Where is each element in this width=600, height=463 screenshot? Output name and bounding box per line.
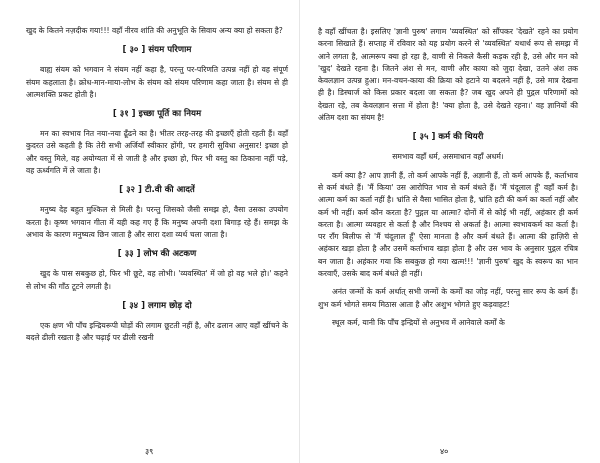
section-30-paragraph: बाह्य संयम को भगवान ने संयम नहीं कहा है, परन्तु पर-परिणति उत्पन्न नहीं हो वह संपूर्ण संयम कहलाता है। क्रोध-मान-माया-लोभ के संयम को संयम परिणाम कहा जाता है। संयम से ही आत्मशक्ति प्रकट होती है। — [26, 65, 288, 99]
section-heading-34: [ ३४ ] लगाम छोड़ दो — [122, 300, 192, 311]
section-35-paragraph-1: कर्म क्या है? आप ज्ञानी हैं, तो कर्म आपके नहीं हैं, अज्ञानी हैं, तो कर्म आपके हैं, कर्ताभाव से कर्म बंधते हैं। 'मैं किया' उस आरोपित भाव से कर्म बंधते हैं। 'मैं चंदूलाल हूँ' वहाँ कर्म है। आत्मा कर्म का कर्ता नहीं है। भ्रांति से वैसा भासित होता है, भ्रांति हटी की कर्म का कर्ता नहीं और कर्म भी नहीं। कर्म कौन करता है? पुद्गल या आत्मा? दोनों में से कोई भी नहीं, अहंकार ही कर्म करता है। आत्मा व्यवहार से कर्ता है और निश्चय से अकर्ता है। आत्मा स्वभावकर्म का कर्ता है। पर रॉंग बिलीफ से 'मैं चंदूलाल हूँ' ऐसा मानता है और कर्म बंधते हैं। आत्मा की हाज़िरी से अहंकार खड़ा होता है और उसमें कर्ताभाव खड़ा होता है और उस भाव के अनुसार पुद्गल रचित्र बन जाता है। अहंकार गया कि सबकुछ हो गया खत्म!!! 'ज्ञानी पुरुष' खुद के स्वरूप का भान करवाएँ, उसके बाद कर्म बंधते ही नहीं। — [318, 170, 578, 279]
section-heading-30: [ ३० ] संयम परिणाम — [122, 45, 192, 56]
right-page — [300, 0, 600, 463]
page-number-left: ३९ — [145, 447, 154, 456]
section-35-paragraph-2: अनंत जन्मों के कर्म अर्थात् सभी जन्मों के कर्मों का जोड़ नहीं, परन्तु सार रूप के कर्म हैं। शुभ कर्म भोगते समय मिठास आता है और अशुभ भोगते हुए कड़वाहट! — [318, 287, 578, 309]
section-heading-32: [ ३२ ] टी.वी की आदतें — [119, 185, 195, 196]
section-heading-33: [ ३३ ] लोभ की अटकण — [117, 249, 197, 260]
section-31-paragraph: मन का स्वभाव नित नया-नया ढूँढने का है। भीतर तरह-तरह की इच्छाएँ होती रहती हैं। वहाँ कुदरत उसे कहती है कि तेरी सभी अर्जियाँ स्वीकार होंगी, पर हमारी सुविधा अनुसार! इच्छा हो और वस्तु मिले, वह अयोग्यता में से जाती है और इच्छा हो, फिर भी वस्तु का ठिकाना नहीं पड़े, वह ऊर्ध्वगति में ले जाता है। — [26, 129, 288, 176]
section-32-paragraph: मनुष्य देह बहुत मुश्किल से मिली है। परन्तु जिसको जैसी समझ हो, वैसा उसका उपयोग करता है। कृष्ण भगवान गीता में यही कह गए हैं कि मनुष्य अपनी दशा बिगाड़ रहे हैं। समझ के अभाव के कारण मनुष्यत्व छिन जाता है और सारा दशा व्यर्थ चला जाता है। — [26, 205, 288, 239]
page-number-right: ४० — [440, 447, 449, 456]
section-33-paragraph: खुद के पास सबकुछ हो, फिर भी छूटे, वह लोभी। 'व्यवस्थित' में जो हो वह भले हो।' कहने से लोभ की गाँठ टूटने लगती है। — [26, 269, 288, 291]
section-34-paragraph: एक क्षण भी पाँच इन्द्रियरूपी घोड़ों की लगाम छूटती नहीं है, और ढलान आए वहाँ खींचने के बदले ढीली रखता है और चढ़ाई पर ढीली रखनी — [26, 320, 288, 343]
section-heading-31: [ ३१ ] इच्छा पूर्ति का नियम — [112, 109, 202, 120]
intro-paragraph: खुद के कितने नज़दीक गया!!! वहाँ नीरव शांति की अनुभूति के सिवाय अन्य क्या हो सकता है? — [26, 26, 283, 35]
section-35-paragraph-3: स्थूल कर्म, यानी कि पाँच इन्द्रियों से अनुभव में आनेवाले कर्मों के — [332, 317, 505, 327]
section-heading-35: [ ३५ ] कर्म की थियरी — [412, 132, 484, 143]
section-35-subtitle: समभाव वहाँ धर्म, असमाधान वहाँ अधर्म। — [392, 152, 504, 162]
continued-paragraph: है वहाँ खींचता है। इसलिए 'ज्ञानी पुरुष' लगाम 'व्यवस्थित' को सौंपकर 'देखते' रहने का प्रयोग करना सिखाते हैं। सप्ताह में रविवार को यह प्रयोग करने से 'व्यवस्थित' यथार्थ रूप से समझ में आने लगता है, आत्मरूप क्या हो रहा है, वाणी से निकले कैसी कड़क रही है, उसे और मन को 'खुद' देखते रहना है। जितने अंश से मन, वाणी और काया को जुदा देखा, उतने अंश तक केवलज्ञान उत्पन्न हुआ। मन-वचन-काया की क्रिया को हटाने या बदलने नहीं है, उसे मात्र देखना ही है। डिस्चार्ज को किस प्रकार बदला जा सकता है? जब खुद अपने ही पुद्गल परिणामों को देखता रहे, तब केवलज्ञान सत्ता में होता है! 'क्या होता है, उसे देखते रहना।' वह ज्ञानियों की अंतिम दशा का संयम है! — [318, 27, 578, 123]
